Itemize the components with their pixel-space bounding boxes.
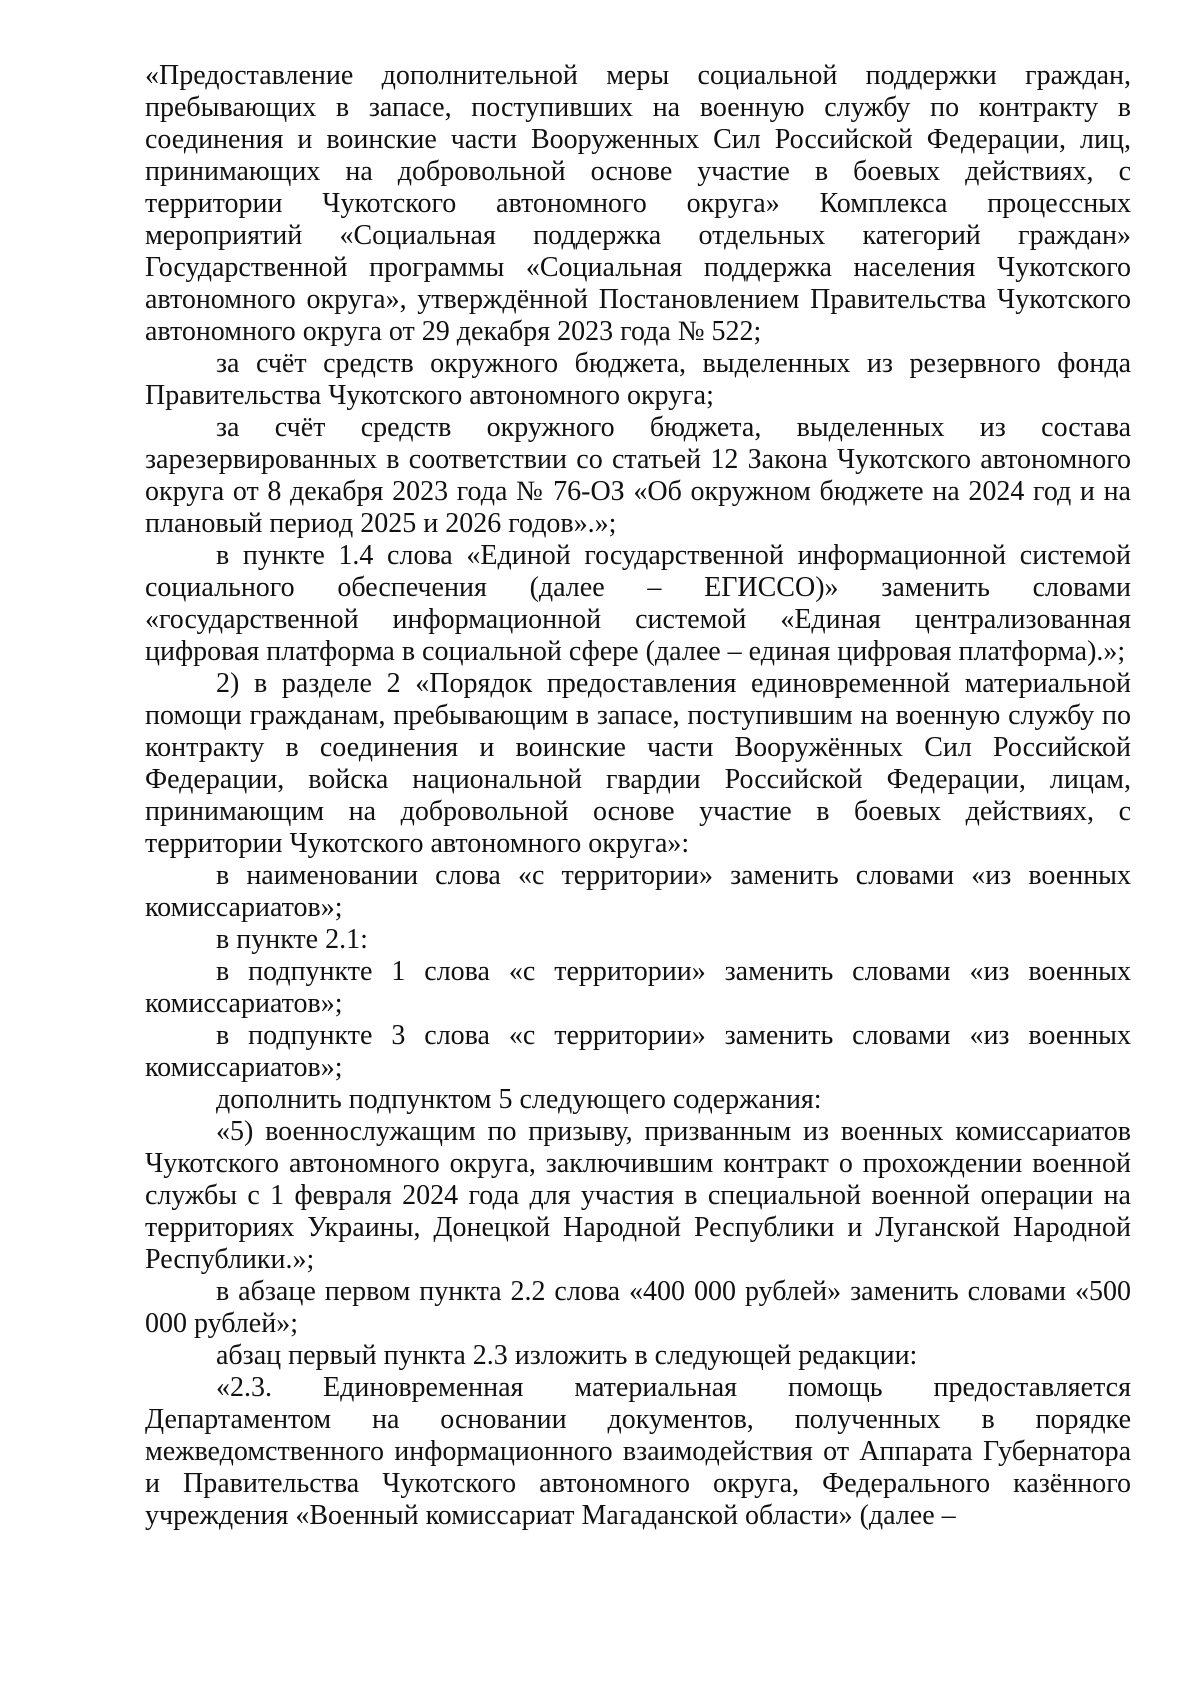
paragraph-2: за счёт средств окружного бюджета, выделенных из резервного фонда Правительства Чукотского автономного округа;	[145, 348, 1131, 411]
paragraph-12: в абзаце первом пункта 2.2 слова «400 000 рублей» заменить словами «500 000 рублей»;	[145, 1276, 1131, 1339]
document-page	[145, 60, 1131, 1532]
paragraph-13: абзац первый пункта 2.3 изложить в следующей редакции:	[216, 1340, 918, 1371]
paragraph-10: дополнить подпунктом 5 следующего содержания:	[216, 1084, 822, 1115]
paragraph-6: в наименовании слова «с территории» заменить словами «из военных комиссариатов»;	[145, 860, 1131, 923]
paragraph-7: в пункте 2.1:	[216, 924, 368, 955]
paragraph-1: «Предоставление дополнительной меры социальной поддержки граждан, пребывающих в запасе, поступивших на военную службу по контракту в соединения и воинские части Вооруженных Сил Российской Федерации, лиц, принимающих на добровольной основе участие в боевых действиях, с территории Чукотского автономного округа» Комплекса процессных мероприятий «Социальная поддержка отдельных категорий граждан» Государственной программы «Социальная поддержка населения Чукотского автономного округа», утверждённой Постановлением Правительства Чукотского автономного округа от 29 декабря 2023 года № 522;	[145, 60, 1131, 347]
paragraph-3: за счёт средств окружного бюджета, выделенных из состава зарезервированных в соответствии со статьей 12 Закона Чукотского автономного округа от 8 декабря 2023 года № 76-ОЗ «Об окружном бюджете на 2024 год и на плановый период 2025 и 2026 годов».»;	[145, 412, 1131, 539]
paragraph-11: «5) военнослужащим по призыву, призванным из военных комиссариатов Чукотского автономного округа, заключившим контракт о прохождении военной службы с 1 февраля 2024 года для участия в специальной военной операции на территориях Украины, Донецкой Народной Республики и Луганской Народной Республики.»;	[145, 1116, 1131, 1275]
paragraph-8: в подпункте 1 слова «с территории» заменить словами «из военных комиссариатов»;	[145, 956, 1131, 1019]
paragraph-4: в пункте 1.4 слова «Единой государственной информационной системой социального обеспечения (далее – ЕГИССО)» заменить словами «государственной информационной системой «Единая централизованная цифровая платформа в социальной сфере (далее – единая цифровая платформа).»;	[145, 540, 1131, 667]
paragraph-14: «2.3. Единовременная материальная помощь предоставляется Департаментом на основании документов, полученных в порядке межведомственного информационного взаимодействия от Аппарата Губернатора и Правительства Чукотского автономного округа, Федерального казённого учреждения «Военный комиссариат Магаданской области» (далее –	[145, 1372, 1131, 1531]
paragraph-9: в подпункте 3 слова «с территории» заменить словами «из военных комиссариатов»;	[145, 1020, 1131, 1083]
paragraph-5: 2) в разделе 2 «Порядок предоставления единовременной материальной помощи гражданам, пребывающим в запасе, поступившим на военную службу по контракту в соединения и воинские части Вооружённых Сил Российской Федерации, войска национальной гвардии Российской Федерации, лицам, принимающим на добровольной основе участие в боевых действиях, с территории Чукотского автономного округа»:	[145, 668, 1131, 859]
